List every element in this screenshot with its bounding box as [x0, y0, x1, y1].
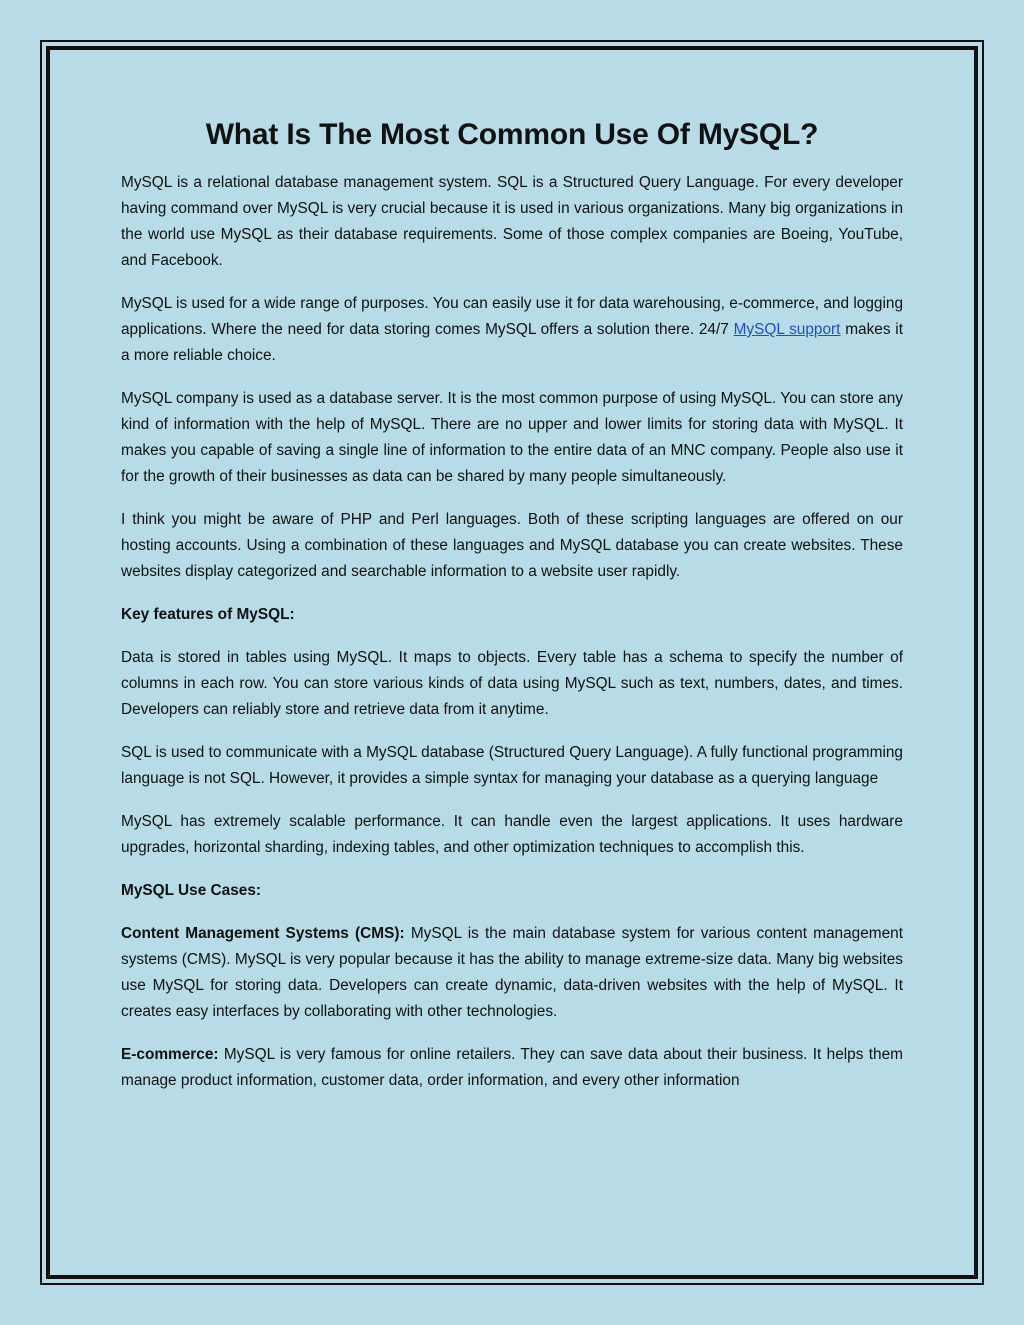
page-title: What Is The Most Common Use Of MySQL? [205, 118, 819, 151]
paragraph-purposes [121, 291, 903, 369]
paragraph-sql: SQL is used to communicate with a MySQL database (Structured Query Language). A fully functional programming language is not SQL. However, it provides a simple syntax for managing your database as a querying language [121, 744, 903, 787]
paragraph-tables: Data is stored in tables using MySQL. It maps to objects. Every table has a schema to specify the number of columns in each row. You can store various kinds of data using MySQL such as text, numbers, dates, and times. Developers can reliably store and retrieve data from it anytime. [121, 649, 903, 718]
heading-key-features: Key features of MySQL: [121, 606, 295, 623]
paragraph-scalability: MySQL has extremely scalable performance. It can handle even the largest applications. It uses hardware upgrades, horizontal sharding, indexing tables, and other optimization techniques to accomplish this. [121, 813, 903, 856]
paragraph-purposes-tail: makes it a more reliable choice. [121, 321, 903, 364]
cms-label: Content Management Systems (CMS): [121, 925, 405, 942]
paragraph-database-server: MySQL company is used as a database server. It is the most common purpose of using MySQL. You can store any kind of information with the help of MySQL. There are no upper and lower limits for storing data with MySQL. It makes you capable of saving a single line of information to the entire data of an MNC company. People also use it for the growth of their businesses as data can be shared by many people simultaneously. [121, 390, 903, 485]
ecommerce-text: MySQL is very famous for online retailers. They can save data about their business. It helps them manage product information, customer data, order information, and every other information [121, 1046, 903, 1089]
heading-use-cases: MySQL Use Cases: [121, 882, 262, 899]
paragraph-intro: MySQL is a relational database management system. SQL is a Structured Query Language. For every developer having command over MySQL is very crucial because it is used in various organizations. Many big organizations in the world use MySQL as their database requirements. Some of those complex companies are Boeing, YouTube, and Facebook. [121, 174, 903, 269]
ecommerce-label: E-commerce: [121, 1046, 219, 1063]
document-body [121, 118, 903, 1111]
cms-text: MySQL is the main database system for various content management systems (CMS). MySQL is very popular because it has the ability to manage extreme-size data. Many big websites use MySQL for storing data. Developers can create dynamic, data-driven websites with the help of MySQL. It creates easy interfaces by collaborating with other technologies. [121, 925, 904, 1020]
paragraph-purposes-text: MySQL is used for a wide range of purposes. You can easily use it for data warehousing, e-commerce, and logging applications. Where the need for data storing comes MySQL offers a solution there. 24/7 [121, 295, 903, 338]
paragraph-ecommerce [121, 1042, 903, 1094]
mysql-support-link[interactable]: MySQL support [733, 321, 841, 338]
paragraph-cms [121, 921, 903, 1025]
paragraph-php-perl: I think you might be aware of PHP and Perl languages. Both of these scripting languages are offered on our hosting accounts. Using a combination of these languages and MySQL database you can create websites. These websites display categorized and searchable information to a website user rapidly. [121, 511, 903, 580]
